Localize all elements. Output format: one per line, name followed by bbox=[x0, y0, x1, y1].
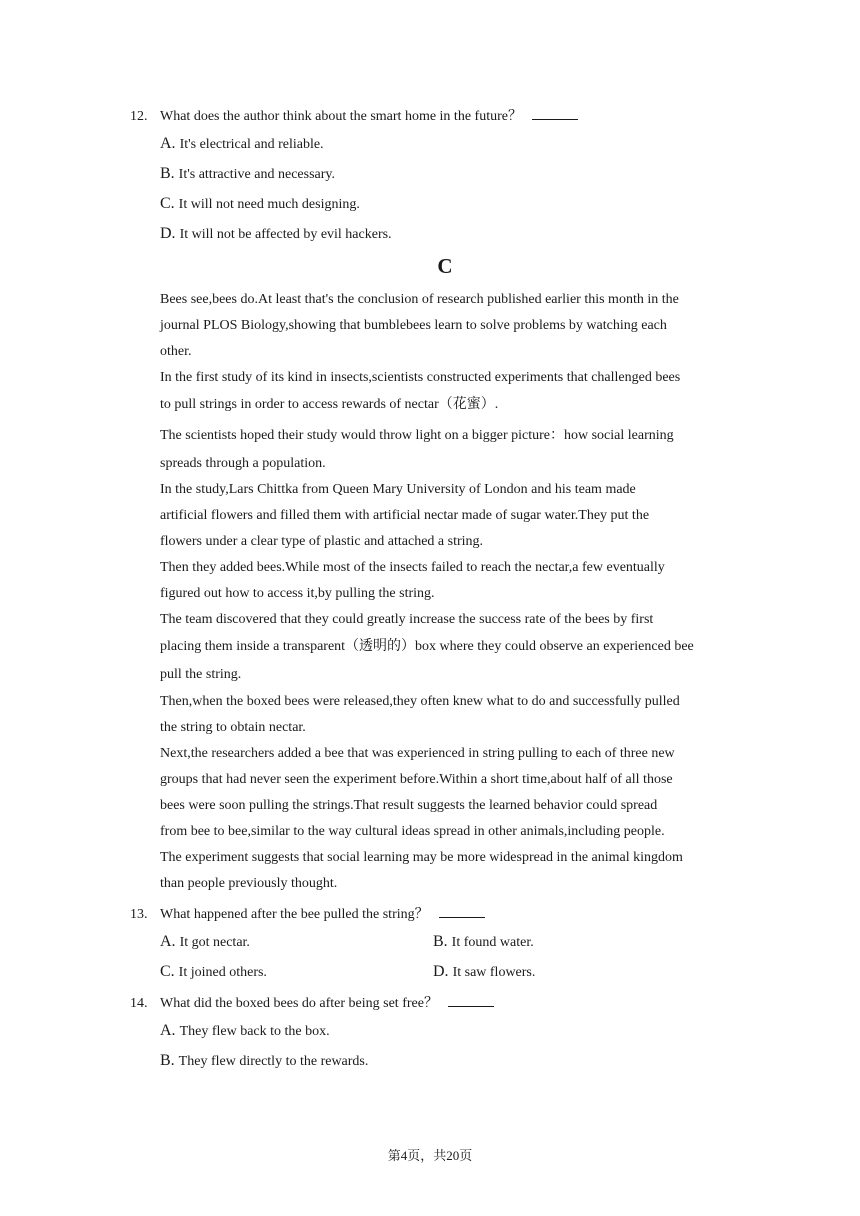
question-13 bbox=[130, 904, 485, 924]
passage-line: from bee to bee,similar to the way cultural ideas spread in other animals,including people. bbox=[160, 824, 665, 839]
passage-line: bees were soon pulling the strings.That result suggests the learned behavior could spread bbox=[160, 798, 658, 813]
passage-line: groups that had never seen the experiment before.Within a short time,about half of all those bbox=[160, 772, 673, 787]
passage-line: The experiment suggests that social learning may be more widespread in the animal kingdom bbox=[160, 850, 683, 865]
passage-line: artificial flowers and filled them with artificial nectar made of sugar water.They put the bbox=[160, 508, 650, 523]
passage-line: The team discovered that they could greatly increase the success rate of the bees by first bbox=[160, 612, 654, 627]
q13-option-c: C. It joined others. bbox=[160, 963, 267, 980]
passage-line: placing them inside a transparent（透明的）box where they could observe an experienced bee bbox=[160, 639, 694, 654]
passage-line: the string to obtain nectar. bbox=[160, 720, 306, 735]
passage-line: pull the string. bbox=[160, 667, 242, 682]
question-text: What does the author think about the smart home in the future？ bbox=[160, 109, 522, 124]
question-text: What happened after the bee pulled the string？ bbox=[160, 907, 429, 922]
passage-line: In the first study of its kind in insects,scientists constructed experiments that challenged bees bbox=[160, 370, 681, 385]
q13-option-d: D. It saw flowers. bbox=[433, 963, 536, 980]
passage-paragraph bbox=[160, 741, 740, 845]
passage-line: Then,when the boxed bees were released,they often knew what to do and successfully pulled bbox=[160, 694, 680, 709]
passage-line: journal PLOS Biology,showing that bumblebees learn to solve problems by watching each bbox=[160, 318, 667, 333]
passage-paragraph bbox=[160, 845, 740, 897]
passage-line: other. bbox=[160, 344, 192, 359]
passage-paragraph bbox=[160, 365, 740, 419]
q13-option-b: B. It found water. bbox=[433, 933, 534, 950]
answer-blank bbox=[439, 904, 485, 918]
question-number: 12. bbox=[130, 109, 148, 124]
passage-paragraph bbox=[160, 555, 740, 607]
q12-option-b: B. It's attractive and necessary. bbox=[160, 165, 335, 182]
passage-heading: C bbox=[437, 254, 453, 278]
question-number: 14. bbox=[130, 996, 148, 1011]
question-number: 13. bbox=[130, 907, 148, 922]
passage-line: figured out how to access it,by pulling the string. bbox=[160, 586, 435, 601]
answer-blank bbox=[448, 993, 494, 1007]
passage-paragraph bbox=[160, 287, 740, 365]
passage-line: In the study,Lars Chittka from Queen Mary University of London and his team made bbox=[160, 482, 636, 497]
passage-paragraph bbox=[160, 477, 740, 555]
q14-option-a: A. They flew back to the box. bbox=[160, 1022, 330, 1039]
q14-option-b: B. They flew directly to the rewards. bbox=[160, 1052, 369, 1069]
passage-line: The scientists hoped their study would throw light on a bigger picture：how social learning bbox=[160, 428, 674, 443]
passage-line: flowers under a clear type of plastic and attached a string. bbox=[160, 534, 484, 549]
answer-blank bbox=[532, 106, 578, 120]
passage-line: Then they added bees.While most of the insects failed to reach the nectar,a few eventually bbox=[160, 560, 665, 575]
question-14 bbox=[130, 993, 494, 1013]
question-12 bbox=[130, 106, 578, 126]
question-text: What did the boxed bees do after being set free？ bbox=[160, 996, 438, 1011]
q12-option-d: D. It will not be affected by evil hackers. bbox=[160, 225, 392, 242]
page-number-footer: 第4页，共20页 bbox=[387, 1148, 473, 1163]
q12-option-c: C. It will not need much designing. bbox=[160, 195, 360, 212]
passage-paragraph bbox=[160, 689, 740, 741]
passage-line: spreads through a population. bbox=[160, 456, 326, 471]
passage-line: Bees see,bees do.At least that's the conclusion of research published earlier this month in the bbox=[160, 292, 679, 307]
passage-paragraph bbox=[160, 607, 740, 689]
passage-paragraph bbox=[160, 422, 740, 478]
passage-line: than people previously thought. bbox=[160, 876, 338, 891]
q13-option-a: A. It got nectar. bbox=[160, 933, 250, 950]
passage-line: to pull strings in order to access rewards of nectar（花蜜）. bbox=[160, 397, 499, 412]
q12-option-a: A. It's electrical and reliable. bbox=[160, 135, 324, 152]
passage-line: Next,the researchers added a bee that was experienced in string pulling to each of three new bbox=[160, 746, 675, 761]
